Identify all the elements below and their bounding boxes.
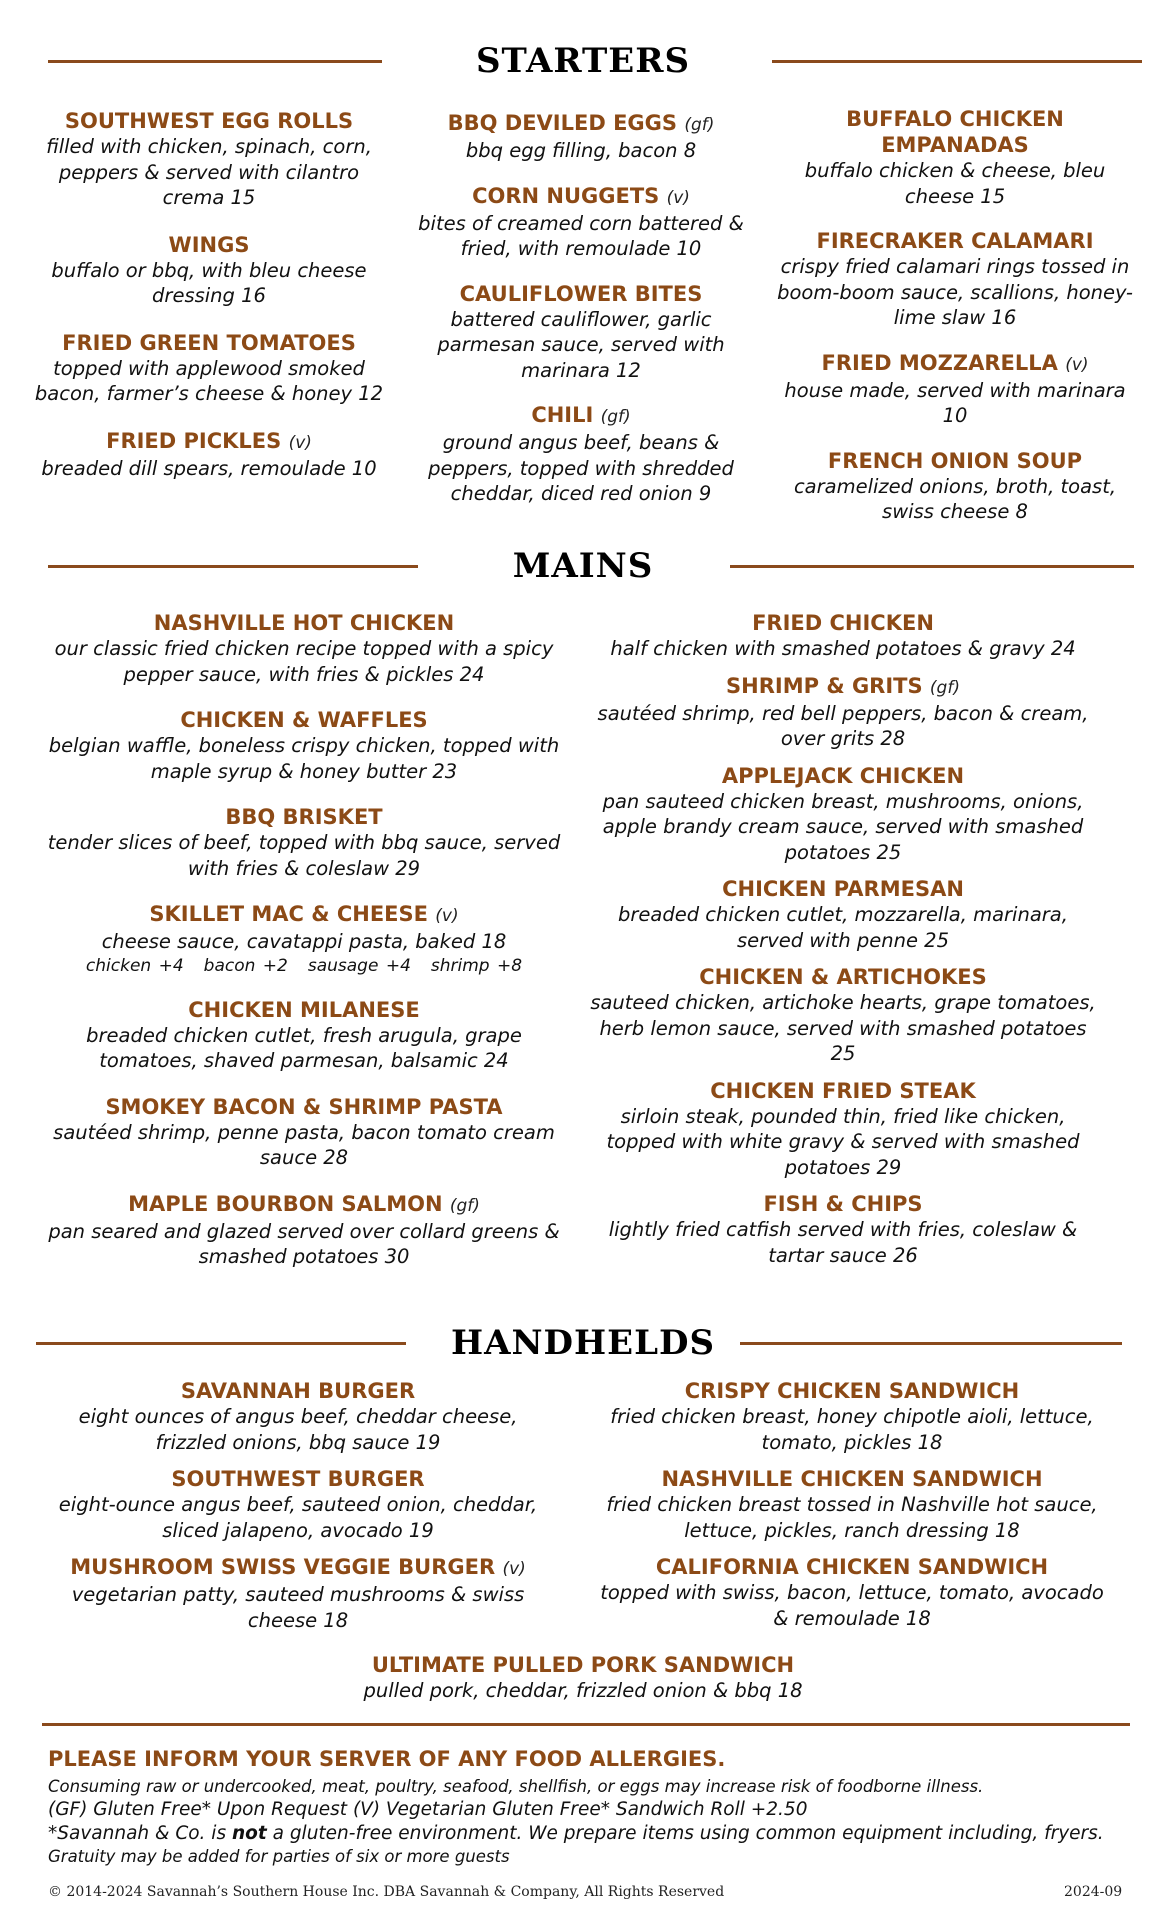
item-desc: breaded chicken cutlet, fresh arugula, grape tomatoes, shaved parmesan, balsamic 24	[86, 1023, 522, 1072]
item-name: ULTIMATE PULLED PORK SANDWICH	[371, 1653, 795, 1677]
item-desc: pulled pork, cheddar, frizzled onion & bbq 18	[363, 1679, 803, 1702]
item-name	[774, 350, 1136, 378]
section-title: STARTERS	[475, 41, 691, 81]
item-name	[44, 1191, 564, 1219]
item-desc: vegetarian patty, sauteed mushrooms & swiss cheese 18	[71, 1583, 525, 1632]
item-name-text: CHILI	[531, 403, 594, 427]
item-name	[400, 402, 762, 430]
item-name-text: MUSHROOM SWISS VEGGIE BURGER	[70, 1555, 496, 1579]
item-name	[44, 901, 564, 929]
item-name-text: SOUTHWEST EGG ROLLS	[64, 109, 354, 133]
item-name-text: FISH & CHIPS	[763, 1192, 923, 1216]
item-desc: breaded chicken cutlet, mozzarella, marinara, served with penne 25	[618, 903, 1068, 952]
item-name	[30, 428, 388, 456]
item-name	[44, 804, 564, 830]
item-name	[44, 1554, 552, 1582]
starters-column-1	[30, 108, 388, 502]
dietary-tag: (gf)	[684, 115, 715, 135]
item-desc: topped with applewood smoked bacon, farmer’s cheese & honey 12	[34, 356, 384, 405]
dietary-tag: (v)	[435, 906, 459, 926]
gluten-note	[48, 1822, 1128, 1846]
dietary-tag: (gf)	[600, 407, 631, 427]
menu-item	[588, 763, 1098, 866]
item-name	[44, 1466, 552, 1492]
section-rule	[740, 1342, 1122, 1345]
section-rule	[730, 565, 1134, 568]
menu-item	[588, 1191, 1098, 1268]
item-desc: our classic fried chicken recipe topped with a spicy pepper sauce, with fries & pickles 24	[54, 637, 554, 686]
item-desc: sirloin steak, pounded thin, fried like chicken, topped with white gravy & served with smashed potatoes 29	[606, 1104, 1080, 1179]
dietary-tag: (v)	[502, 1559, 526, 1579]
item-name-text: SOUTHWEST BURGER	[171, 1467, 425, 1491]
foodborne-note: Consuming raw or undercooked, meat, poultry, seafood, shellfish, or eggs may increase risk of foodborne illness.	[48, 1777, 984, 1796]
starters-column-3	[774, 106, 1136, 544]
menu-item	[400, 183, 762, 262]
menu-item	[44, 1466, 552, 1543]
item-desc: battered cauliflower, garlic parmesan sauce, served with marinara 12	[437, 307, 725, 382]
addon-option: sausage +4	[307, 955, 411, 976]
item-name-text: FRIED CHICKEN	[752, 611, 934, 635]
item-name	[774, 228, 1136, 254]
menu-item	[44, 1554, 552, 1633]
item-name-text: FRIED GREEN TOMATOES	[62, 330, 356, 355]
item-name	[44, 1094, 564, 1120]
item-name-text: BBQ DEVILED EGGS	[447, 111, 678, 135]
allergy-title: PLEASE INFORM YOUR SERVER OF ANY FOOD ALLERGIES.	[48, 1747, 726, 1771]
addon-option: shrimp +8	[430, 955, 523, 976]
item-name	[400, 183, 762, 211]
menu-item	[44, 707, 564, 784]
item-desc: belgian waffle, boneless crispy chicken, topped with maple syrup & honey butter 23	[48, 734, 560, 783]
item-name-text: CHICKEN & ARTICHOKES	[699, 965, 987, 989]
item-name	[44, 707, 564, 733]
addon-option: chicken +4	[85, 955, 184, 976]
item-name-text: CRISPY CHICKEN SANDWICH	[684, 1379, 1020, 1403]
item-desc: bbq egg filling, bacon 8	[465, 139, 697, 162]
item-desc: topped with swiss, bacon, lettuce, tomato, avocado & remoulade 18	[600, 1581, 1104, 1630]
dietary-tag: (gf)	[449, 1195, 480, 1216]
menu-item	[400, 281, 762, 384]
item-desc: fried chicken breast tossed in Nashville hot sauce, lettuce, pickles, ranch dressing 18	[606, 1493, 1098, 1542]
item-name	[598, 1378, 1106, 1404]
item-name	[44, 1378, 552, 1404]
item-name	[588, 673, 1098, 701]
item-desc: breaded dill spears, remoulade 10	[41, 456, 377, 480]
menu-item	[588, 673, 1098, 752]
menu-item	[30, 330, 388, 407]
item-desc: cheese sauce, cavatappi pasta, baked 18	[101, 930, 507, 953]
item-name-text: CHICKEN PARMESAN	[722, 877, 964, 901]
menu-item	[588, 876, 1098, 953]
item-name	[30, 108, 388, 134]
item-name-text: FRIED MOZZARELLA	[821, 350, 1058, 375]
item-name-text: SMOKEY BACON & SHRIMP PASTA	[105, 1094, 503, 1119]
item-name-text: NASHVILLE HOT CHICKEN	[153, 611, 455, 635]
item-desc: sautéed shrimp, penne pasta, bacon tomato cream sauce 28	[53, 1120, 555, 1169]
item-name-text: WINGS	[168, 232, 250, 257]
menu-item	[44, 1094, 564, 1171]
menu-item	[44, 610, 564, 687]
item-name	[588, 1191, 1098, 1217]
handhelds-right-column	[598, 1378, 1106, 1642]
item-desc: eight ounces of angus beef, cheddar cheese, frizzled onions, bbq sauce 19	[78, 1405, 518, 1454]
menu-item	[44, 1378, 552, 1455]
item-name	[400, 281, 762, 307]
menu-item	[598, 1554, 1106, 1631]
item-desc: half chicken with smashed potatoes & gravy 24	[610, 637, 1076, 660]
item-desc: crispy fried calamari rings tossed in boom-boom sauce, scallions, honey-lime slaw 16	[777, 255, 1133, 329]
item-name	[30, 232, 388, 258]
item-name-text: SHRIMP & GRITS	[726, 673, 923, 698]
item-desc: fried chicken breast, honey chipotle aioli, lettuce, tomato, pickles 18	[610, 1405, 1094, 1454]
allergy-divider	[42, 1723, 1130, 1726]
item-name-text: CORN NUGGETS	[472, 183, 660, 208]
menu-item	[400, 110, 762, 164]
menu-item	[44, 997, 564, 1074]
item-name-text: FRENCH ONION SOUP	[827, 448, 1083, 473]
item-name-text: SKILLET MAC & CHEESE	[149, 902, 428, 926]
section-rule	[772, 60, 1142, 63]
item-desc: caramelized onions, broth, toast, swiss cheese 8	[793, 474, 1117, 523]
gluten-note-post: a gluten-free environment. We prepare items using common equipment including, fryers.	[266, 1823, 1104, 1844]
item-name	[44, 610, 564, 636]
item-desc: pan sauteed chicken breast, mushrooms, onions, apple brandy cream sauce, served with smashed potatoes 25	[602, 789, 1084, 864]
item-desc: lightly fried catfish served with fries, coleslaw & tartar sauce 26	[608, 1218, 1078, 1267]
dietary-tag: (gf)	[929, 677, 960, 698]
item-name	[400, 110, 762, 138]
starters-column-2	[400, 110, 762, 526]
item-name	[774, 106, 1136, 158]
starters-header	[0, 38, 1166, 84]
item-desc: ground angus beef, beans & peppers, topped with shredded cheddar, diced red onion 9	[428, 431, 734, 505]
mains-header	[0, 543, 1166, 589]
item-desc: bites of creamed corn battered & fried, with remoulade 10	[418, 211, 744, 260]
menu-item	[588, 610, 1098, 662]
item-name-text: SAVANNAH BURGER	[180, 1379, 416, 1403]
item-desc: sauteed chicken, artichoke hearts, grape tomatoes, herb lemon sauce, served with smashed potatoes 25	[590, 991, 1096, 1065]
item-desc: filled with chicken, spinach, corn, peppers & served with cilantro crema 15	[46, 135, 372, 209]
allergy-notes	[48, 1776, 1128, 1868]
menu-item	[588, 1078, 1098, 1181]
item-desc: eight-ounce angus beef, sauteed onion, cheddar, sliced jalapeno, avocado 19	[58, 1493, 538, 1542]
gratuity-note: Gratuity may be added for parties of six or more guests	[48, 1847, 510, 1866]
item-desc: buffalo or bbq, with bleu cheese dressing 16	[51, 258, 367, 307]
item-name	[44, 997, 564, 1023]
menu-item	[774, 350, 1136, 429]
item-name	[588, 876, 1098, 902]
item-name	[588, 964, 1098, 990]
item-name-text: NASHVILLE CHICKEN SANDWICH	[661, 1467, 1043, 1491]
menu-item	[44, 1191, 564, 1270]
item-desc: house made, served with marinara 10	[784, 378, 1126, 427]
item-name-text: CAULIFLOWER BITES	[459, 281, 703, 306]
gluten-note-pre: *Savannah & Co. is	[48, 1823, 232, 1844]
menu-item	[588, 964, 1098, 1067]
item-name-text: APPLEJACK CHICKEN	[721, 763, 965, 788]
mains-left-column	[44, 610, 564, 1290]
handhelds-header	[0, 1320, 1166, 1366]
menu-item	[774, 448, 1136, 525]
dietary-tag: (v)	[666, 187, 690, 208]
item-name-text: FRIED PICKLES	[106, 428, 282, 453]
mains-right-column	[588, 610, 1098, 1279]
dietary-tag: (v)	[1065, 354, 1089, 375]
item-name	[588, 1078, 1098, 1104]
item-name-text: BBQ BRISKET	[225, 805, 383, 829]
menu-item	[774, 106, 1136, 209]
dietary-tag: (v)	[288, 432, 312, 453]
item-name-text: MAPLE BOURBON SALMON	[128, 1191, 443, 1216]
item-name-text: BUFFALO CHICKEN EMPANADAS	[846, 107, 1064, 157]
item-name-text: CHICKEN & WAFFLES	[180, 708, 428, 732]
item-desc: sautéed shrimp, red bell peppers, bacon & cream, over grits 28	[597, 701, 1089, 750]
menu-version: 2024-09	[1064, 1884, 1123, 1900]
item-name	[774, 448, 1136, 474]
section-title: HANDHELDS	[450, 1323, 716, 1363]
item-name	[598, 1466, 1106, 1492]
pulled-pork-item	[233, 1652, 933, 1704]
copyright: © 2014-2024 Savannah’s Southern House Inc. DBA Savannah & Company, All Rights Reserved	[48, 1884, 725, 1900]
item-name	[588, 763, 1098, 789]
menu-item	[400, 402, 762, 507]
item-name-text: CHICKEN FRIED STEAK	[710, 1078, 976, 1103]
item-name	[588, 610, 1098, 636]
menu-item	[598, 1466, 1106, 1543]
item-desc: buffalo chicken & cheese, bleu cheese 15	[804, 159, 1106, 208]
item-name-text: CALIFORNIA CHICKEN SANDWICH	[655, 1555, 1049, 1579]
item-desc: pan seared and glazed served over collard greens & smashed potatoes 30	[48, 1219, 560, 1268]
addon-option: bacon +2	[203, 955, 288, 976]
item-name	[30, 330, 388, 356]
item-name	[598, 1554, 1106, 1580]
handhelds-left-column	[44, 1378, 552, 1644]
menu-item	[30, 232, 388, 309]
mac-addons	[44, 955, 564, 977]
menu-item	[598, 1378, 1106, 1455]
item-name-text: FIRECRAKER CALAMARI	[816, 229, 1094, 253]
item-desc: tender slices of beef, topped with bbq sauce, served with fries & coleslaw 29	[47, 831, 561, 880]
menu-item	[30, 108, 388, 211]
menu-item	[774, 228, 1136, 331]
menu-item	[44, 901, 564, 977]
menu-item	[44, 804, 564, 881]
menu-item	[30, 428, 388, 482]
section-title: MAINS	[512, 546, 654, 586]
gluten-note-bold: not	[231, 1823, 267, 1844]
legend-note: (GF) Gluten Free* Upon Request (V) Vegetarian Gluten Free* Sandwich Roll +2.50	[48, 1799, 808, 1820]
item-name-text: CHICKEN MILANESE	[188, 997, 420, 1022]
